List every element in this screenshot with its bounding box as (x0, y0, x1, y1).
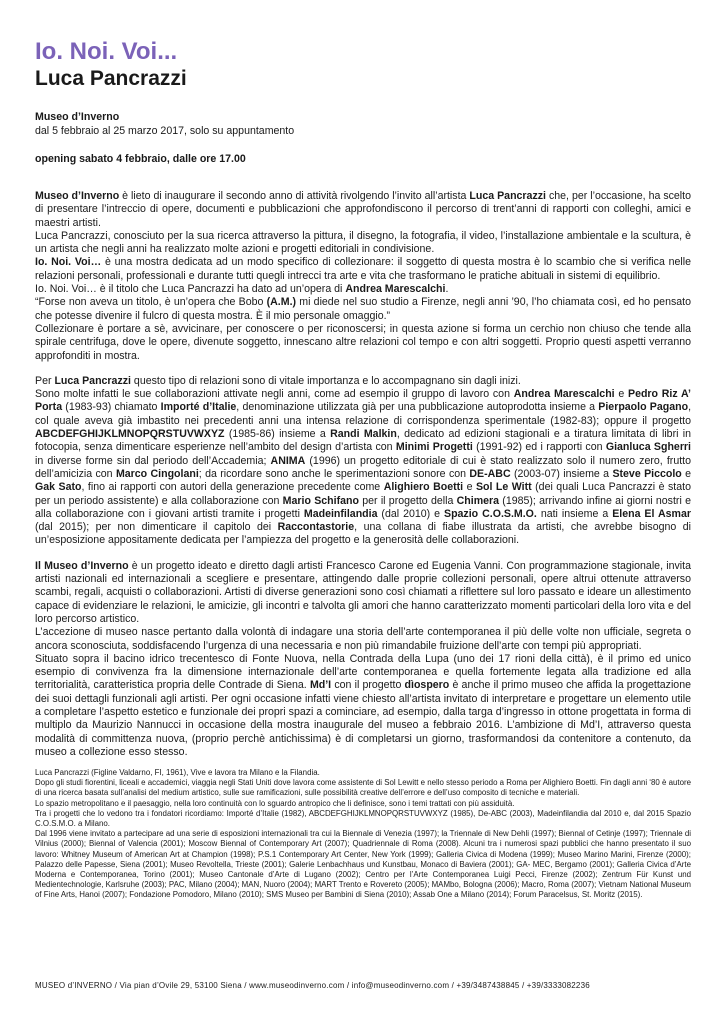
text-run: e (614, 388, 628, 401)
body-paragraph (35, 375, 691, 388)
text-run: e (463, 481, 476, 494)
bold-text: Raccontastorie (277, 521, 355, 534)
text-run: L’accezione di museo nasce pertanto dalla volontà di indagare una storia dell’arte contemporanea il più delle volte non ufficiale, segreta o ancora sconosciuta, soddisfacendo l’urgenza di una necessaria e non più rimandabile fruizione dell’arte con tempi più appropriati. (35, 626, 691, 652)
text-run: ; da ricordare sono anche le sperimentazioni sonore con (198, 467, 470, 480)
artist-name: Luca Pancrazzi (35, 67, 187, 90)
bold-text: Sol Le Witt (475, 481, 532, 494)
text-run: (1991-92) ed i rapporti con (472, 441, 606, 454)
text-run: (dal 2015); per non dimenticare il capitolo dei (35, 521, 278, 534)
exhibition-title: Io. Noi. Voi... (35, 38, 178, 65)
bold-text: (A.M.) (266, 296, 297, 309)
bio-line: Dal 1996 viene invitato a partecipare ad una serie di esposizioni internazionali tra cui la Biennale di Venezia (1997); la Triennale di New Dehli (1997); Biennal of Cetinje (1997); Triennale di Vilnius (2000); Biennal of Valencia (2001); Moscow Biennal of Contemporary Art (2007); Quadriennale di Roma (2008). Alcuni tra i numerosi spazi pubblici che hanno presentato il suo lavoro: Whitney Museum of American Art at Champion (1998); P.S.1 Contemporary Art Center, New York (1999); Galleria Civica di Modena (1999); Museo Marino Marini, Firenze (2000); Palazzo delle Papesse, Siena (2001); Museo Revoltella, Trieste (2001); Galerie Lenbachhaus und Kunstbau, Monaco di Baviera (2001); GA- MEC, Bergamo (2001); Galleria Civica d’Arte Moderna e Contemporanea, Torino (2001); Museo Cantonale d’Arte di Lugano (2002); Centro per l’Arte Contemporanea Luigi Pecci, Firenze (2002); Zentrum Für Kunst und Medientechnologie, Karlsruhe (2003); PAC, Milano (2004); MAN, Nuoro (2004); MART Trento e Rovereto (2005); MAMbo, Bologna (2006); Macro, Roma (2007); Vietnam National Museum of Fine Arts, Hanoi (2007); Fondazione Pomodoro, Milano (2010); SMS Museo per Bambini di Siena (2010); Assab One a Milano (2014); Forum Paracelsus, St. Moritz (2015). (35, 829, 691, 900)
bio-line: Lo spazio metropolitano e il paesaggio, nella loro continuità con lo sguardo antropico che li definisce, sono i temi trattati con più assiduità. (35, 798, 515, 808)
opening-info: opening sabato 4 febbraio, dalle ore 17.00 (35, 153, 246, 165)
text-run: (1985-86) insieme a (224, 428, 331, 441)
text-run: con il progetto (331, 679, 405, 692)
paragraph-gap (35, 548, 691, 560)
bold-text: Alighiero Boetti (383, 481, 464, 494)
body-paragraph (35, 296, 691, 323)
bold-text: Md’I (309, 679, 332, 692)
bold-text: Andrea Marescalchi (513, 388, 615, 401)
bold-text: Gianluca Sgherri (605, 441, 692, 454)
text-run: Collezionare è portare a sè, avvicinare, per conoscere o per riconoscersi; in questa azione si forma un cerchio non chiuso che tende alla spirale centrifuga, dove le opere, divenute soggetto, innescano altre relazioni col tempo e con altri soggetti. Proprio questi aspetti verranno approfonditi in mostra. (35, 322, 691, 362)
text-run: nati insieme a (536, 507, 613, 520)
text-run: (1983-93) chiamato (62, 401, 161, 414)
text-run: , una collana di fiabe illustrata da artisti, che avrebbe bisogno di un’esposizione appositamente dedicata per l’ampiezza del progetto e la generosità delle collaborazioni. (35, 521, 691, 547)
body-paragraph (35, 560, 691, 626)
text-run: Io. Noi. Voi… è il titolo che Luca Pancrazzi ha dato ad un’opera di (35, 283, 346, 296)
text-run: è anche il primo museo che affida la progettazione dei suoi dettagli funzionali agli artisti. Per ogni occasione infatti viene chiesto all’artista invitato di interpretare e progettare un elemento utile a completare l’aspetto estetico e funzionale dei propri spazi a cominciare, ad esempio, dalla targa d’ingresso in ottone progettata in forma di multiplo da Maurizio Nannucci in occasione della mostra inaugurale del museo a febbraio 2016. L’ambizione di Md’I, attraverso questa modalità di committenza nuova, (proprio perchè antichissima) è di completarsi un giorno, trasformandosi da contenitore a contenuto, da museo a collezione esso stesso. (35, 679, 691, 758)
bio-line: Luca Pancrazzi (Figline Valdarno, FI, 1961), Vive e lavora tra Milano e la Filandia. (35, 768, 320, 777)
exhibition-dates: dal 5 febbraio al 25 marzo 2017, solo su appuntamento (35, 125, 295, 137)
bold-text: Museo d’Inverno (35, 190, 120, 202)
text-run: , fino ai rapporti con autori della generazione precedente come (81, 481, 384, 494)
bold-text: dìospero (404, 679, 450, 692)
bold-text: Io. Noi. Voi… (35, 256, 102, 269)
text-run: (1985); arrivando infine ai giorni nostri e alla collaborazione con i giovani artisti tramite i progetti (35, 494, 691, 520)
bold-text: Madeinfilandia (303, 507, 378, 520)
artist-bio (35, 768, 691, 901)
bold-text: Pierpaolo Pagano (598, 401, 689, 414)
text-run: Situato sopra il bacino idrico trecentesco di Fonte Nuova, nella Contrada della Lupa (uno dei 17 rioni della città), è il primo ed unico esempio di convivenza fra la dimensione internazionale dell’arte contemporanea e quella fortemente legata alla tradizione ed alla territorialità, caratteristica propria delle Contrade di Siena. (35, 652, 691, 692)
text-run: che, per l’occasione, ha scelto di presentare l’intreccio di opere, documenti e pubblicazioni che approfondiscono il percorso di trent’anni di rapporti con colleghi, amici e maestri artisti. (35, 190, 691, 229)
body-paragraph (35, 323, 691, 363)
text-run: “Forse non aveva un titolo, è un’opera che Bobo (35, 296, 267, 309)
bold-text: Gak Sato (35, 481, 82, 494)
bold-text: Pedro Riz A’ Porta (35, 388, 692, 414)
text-run: Sono molte infatti le sue collaborazioni attivate negli anni, come ad esempio il gruppo di lavoro con (35, 388, 514, 401)
text-run: Luca Pancrazzi, conosciuto per la sua ricerca attraverso la pittura, il disegno, la fotografia, il video, l’installazione ambientale e la scultura, è un artista che negli anni ha realizzato molte azioni e progetti editoriali in condivisione. (35, 229, 691, 256)
bold-text: Steve Piccolo (612, 467, 682, 480)
bold-text: ANIMA (270, 454, 306, 467)
footer-contacts: MUSEO d’INVERNO / Via pian d’Ovile 29, 53100 Siena / www.museodinverno.com / info@museodinverno.com / +39/3487438845 / +39/3333082236 (35, 981, 590, 990)
bold-text: Importé d’Italie (160, 401, 237, 414)
text-run: . (445, 283, 449, 296)
bold-text: Il Museo d’Inverno (35, 559, 129, 572)
bold-text: Luca Pancrazzi (54, 374, 131, 387)
bold-text: DE-ABC (469, 467, 511, 480)
text-run: (2003-07) insieme a (510, 467, 613, 480)
bold-text: ABCDEFGHIJKLMNOPQRSTUVWXYZ (35, 428, 225, 441)
text-run: questo tipo di relazioni sono di vitale importanza e lo accompagnano sin dagli inizi. (130, 374, 521, 387)
text-run: (dal 2010) e (377, 507, 444, 520)
body-paragraph (35, 283, 691, 296)
text-run: mi diede nel suo studio a Firenze, negli anni ’90, l’ho chiamata così, ed ho pensato che potesse divenire il fulcro di questa mostra. È il mio personale omaggio.” (35, 296, 691, 322)
bold-text: Elena El Asmar (612, 507, 691, 520)
bio-line: Dopo gli studi fiorentini, liceali e accademici, viaggia negli Stati Uniti dove lavora come assistente di Sol Lewitt e nello stesso periodo a Roma per Alighiero Boetti. Fin dagli anni ‘80 è autore di una ricerca basata sull’analisi del medium artistico, sulle sue ramificazioni, sulle possibilità creative dell’errore e dell’uso composito di tecniche e materiali. (35, 778, 691, 798)
body-paragraph (35, 626, 691, 653)
text-run: è un progetto ideato e diretto dagli artisti Francesco Carone ed Eugenia Vanni. Con programmazione stagionale, invita artisti nazionali ed internazionali a scegliere e presentare, attingendo dalle proprie collezioni personali, opere altrui ottenute attraverso scambi, regali, acquisti o collaborazioni. Artisti di diverse generazioni sono così chiamati a riflettere sul loro passato e ideare un allestimento capace di evidenziare le relazioni, le amicizie, gli incontri e talvolta gli amori che hanno caratterizzato momenti particolari della loro vita e del loro percorso artistico. (35, 559, 691, 625)
text-run: per il progetto della (358, 494, 457, 507)
body-paragraph (35, 653, 691, 759)
body-paragraph (35, 230, 691, 257)
bold-text: Minimi Progetti (395, 441, 473, 454)
text-run: è lieto di inaugurare il secondo anno di attività rivolgendo l’invito all’artista (119, 190, 470, 202)
body-paragraph (35, 388, 691, 548)
venue-name: Museo d’Inverno (35, 111, 120, 123)
bold-text: Marco Cingolani (115, 467, 199, 480)
text-run: è una mostra dedicata ad un modo specifico di collezionare: il soggetto di questa mostra è lo scambio che si verifica nelle relazioni personali, professionali e durante tutti quegli intrecci tra arte e vita che trasformano le pratiche abituali in sistemi di equilibrio. (35, 256, 691, 282)
bold-text: Andrea Marescalchi (345, 283, 446, 296)
bold-text: Mario Schifano (282, 494, 359, 507)
bold-text: Spazio C.O.S.M.O. (444, 507, 537, 520)
text-run: (dei quali Luca Pancrazzi è stato per un periodo assistente) e alla collaborazione con (35, 481, 691, 507)
bold-text: Randi Malkin (330, 428, 397, 441)
text-run: e (681, 467, 692, 480)
body-paragraph (35, 256, 691, 283)
text-run: (1996) un progetto editoriale di cui è stato realizzato solo il numero zero, frutto dell’amicizia con (35, 454, 691, 480)
paragraph-gap (35, 363, 691, 375)
bold-text: Luca Pancrazzi (469, 190, 546, 202)
text-run: , dedicato ad edizioni stagionali e a tiratura limitata di libri in fotocopia, senza dimenticare esperienze nell’ambito del design d’artista con (35, 428, 692, 454)
bold-text: Chimera (456, 494, 500, 507)
press-release (35, 38, 691, 759)
text-run: in diverse forme sin dal periodo dell’Accademia; (35, 454, 271, 467)
body-paragraph (35, 190, 691, 230)
bio-line: Tra i progetti che lo vedono tra i fondatori ricordiamo: Importé d’Italie (1982), ABCDEFGHIJKLMNOPQRSTUVWXYZ (1985), De-ABC (2003), Madeinfilandia dal 2010 e, dal 2015 Spazio C.O.S.M.O. a Milano. (35, 808, 691, 829)
text-run: Per (35, 374, 55, 387)
text-run: , col quale aveva già imbastito nei precedenti anni una intensa relazione di corrispondenza sperimentale (1982-83); oppure il progetto (35, 401, 692, 427)
text-run: , denominazione utilizzata già per una pubblicazione autoprodotta insieme a (236, 401, 599, 414)
